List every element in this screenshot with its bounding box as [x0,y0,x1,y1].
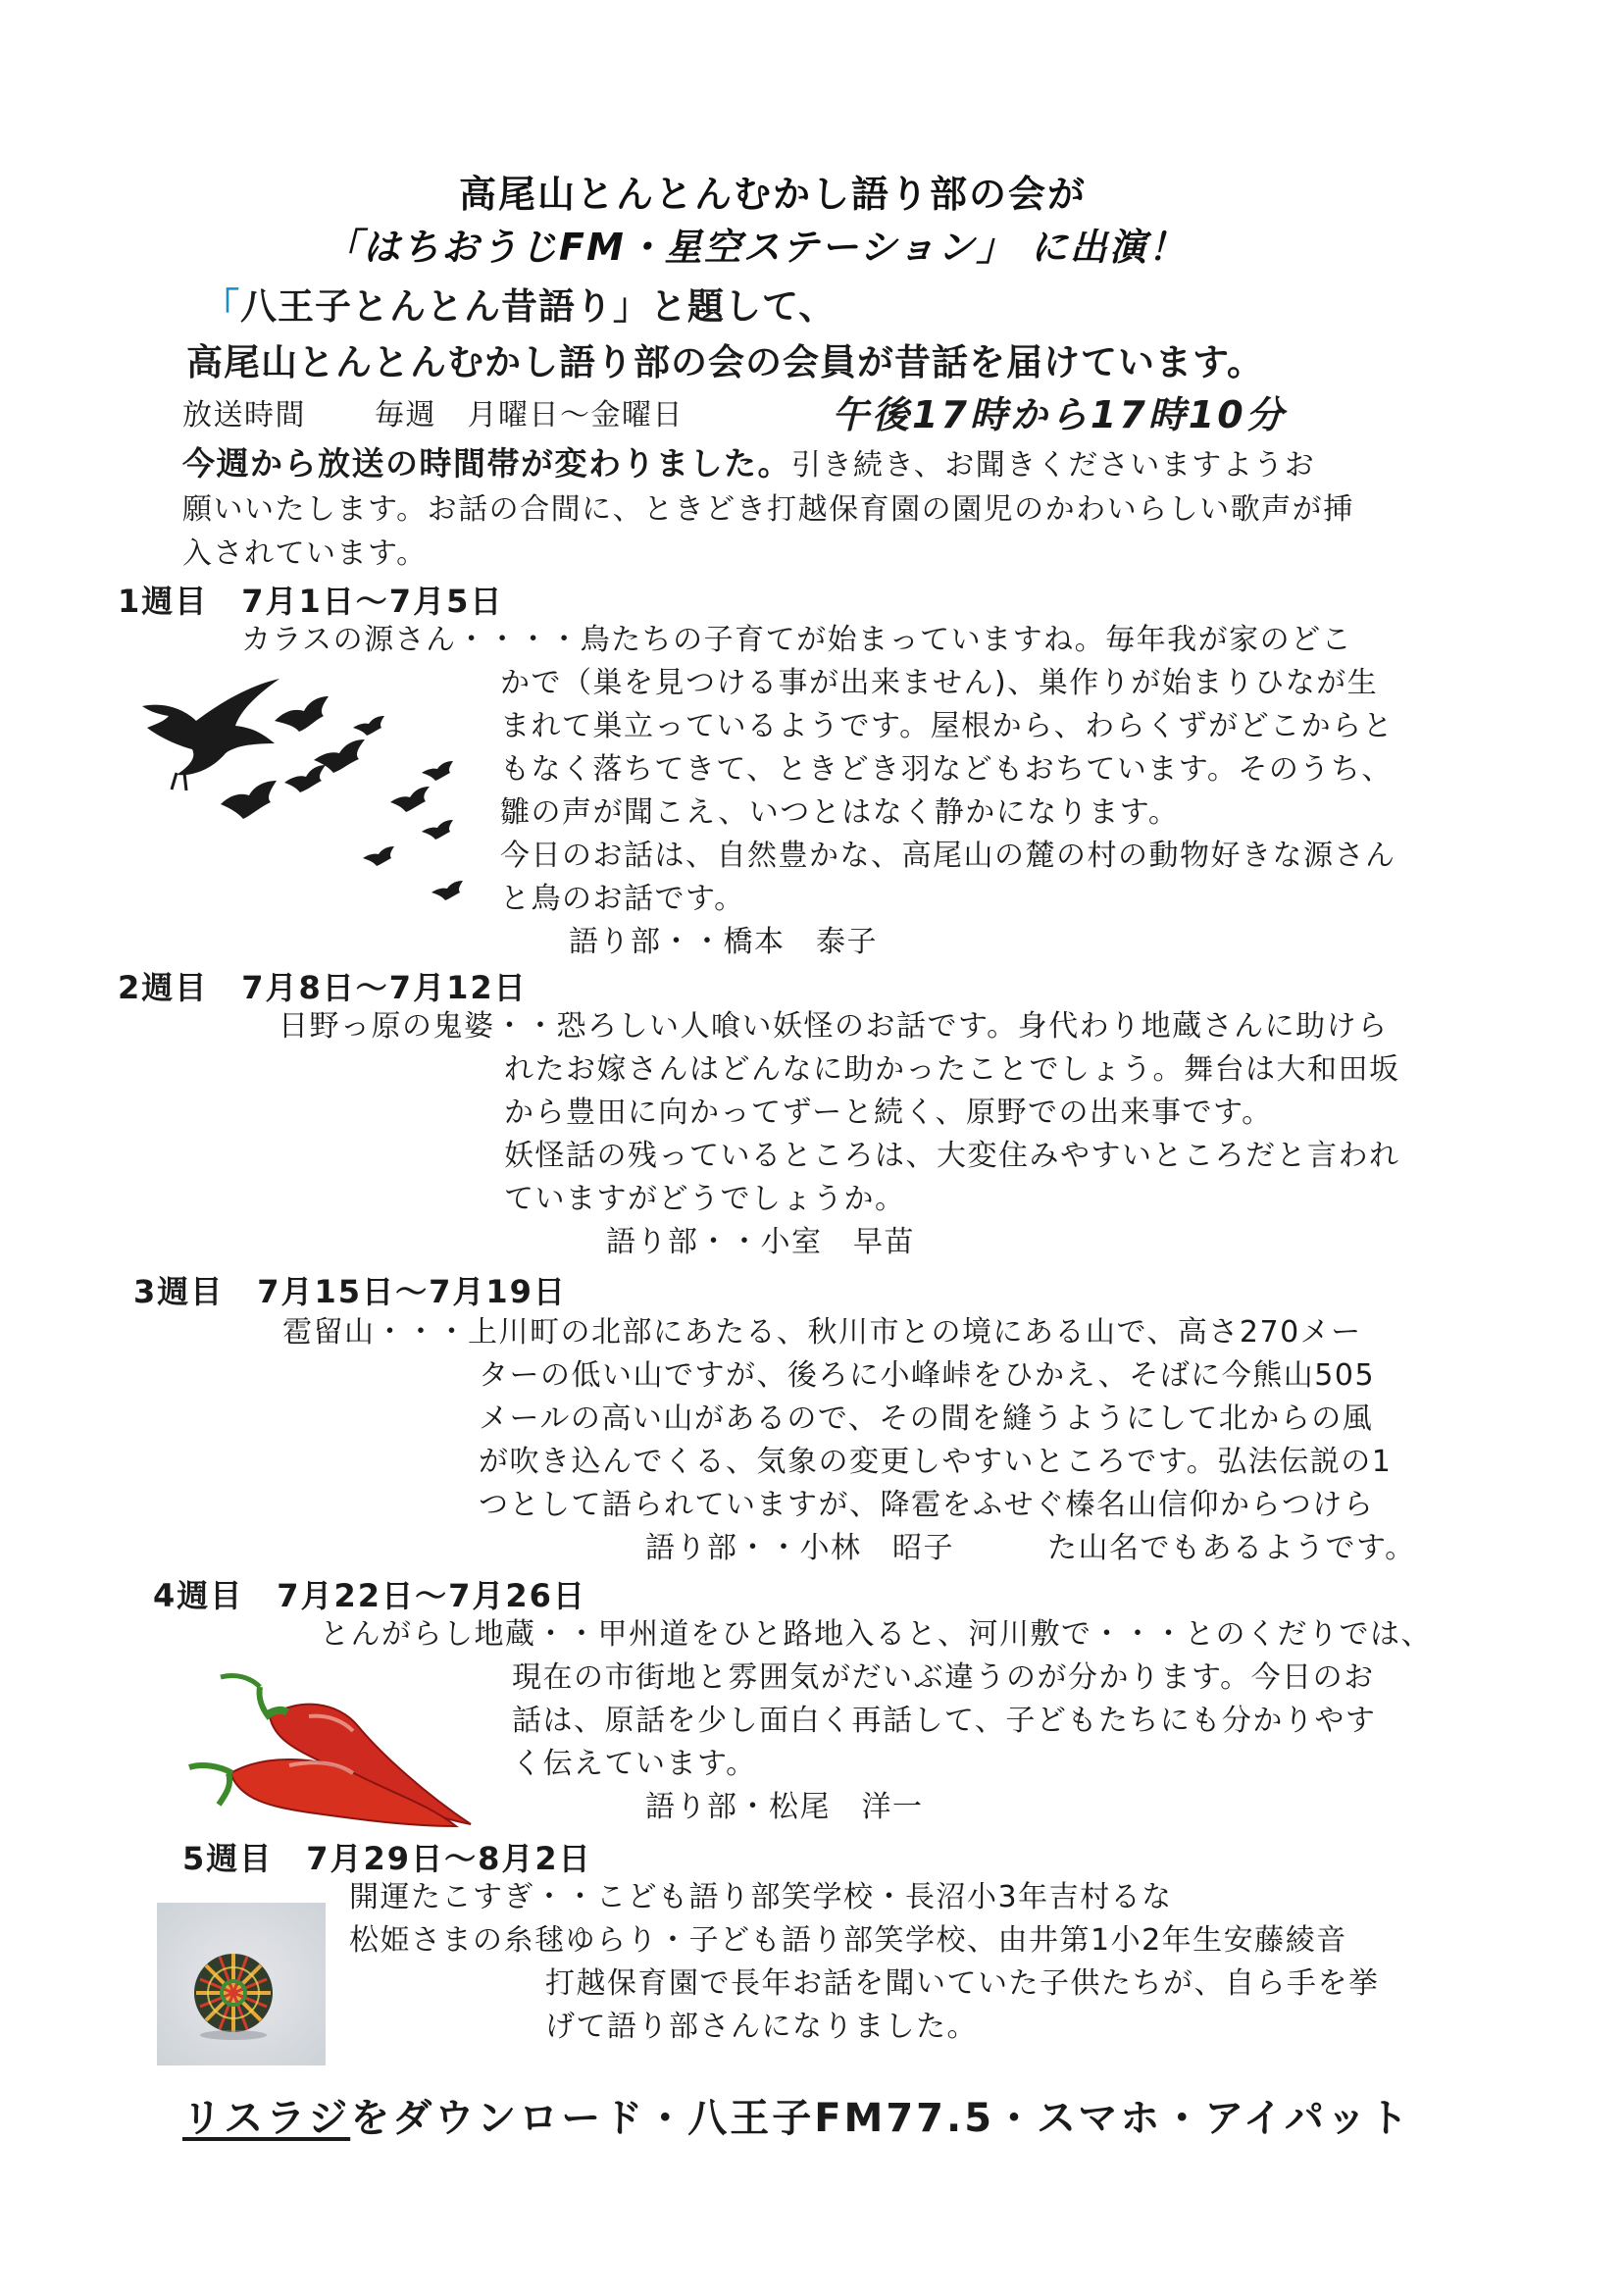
week-3-tail: た山名でもあるようです。 [1047,1531,1416,1565]
notice-bold: 今週から放送の時間帯が変わりました。 [182,444,791,483]
week-5-line-4: げて語り部さんになりました。 [545,2010,978,2044]
week-3-line-4: が吹き込んでくる、気象の変更しやすいところです。弘法伝説の1 [479,1445,1393,1479]
schedule-label: 放送時間 [182,398,306,433]
week-2-line-1: 日野っ原の鬼婆・・恐ろしい人喰い妖怪のお話です。身代わり地蔵さんに助けら [279,1009,1389,1044]
lisradi-link[interactable]: リスラジ [182,2096,351,2141]
notice-line-3: 入されています。 [182,536,428,571]
program-title [203,277,836,330]
week-3-heading: 3週目 7月15日～7月19日 [133,1273,567,1310]
footer-line [182,2087,1411,2143]
program-title-text: 八王子とんとん昔語り」と題して、 [240,285,837,328]
week-1-heading: 1週目 7月1日～7月5日 [118,583,504,620]
week-4-heading: 4週目 7月22日～7月26日 [153,1577,586,1614]
week-1-line-5: 雛の声が聞こえ、いつとはなく静かになります。 [500,795,1180,830]
week-1-line-1: カラスの源さん・・・・鳥たちの子育てが始まっていますね。毎年我が家のどこ [241,623,1353,657]
week-1-line-7: と鳥のお話です。 [500,882,745,916]
crow-icon [142,679,279,790]
week-4-line-2: 現在の市街地と雰囲気がだいぶ違うのが分かります。今日のお [512,1660,1375,1695]
week-2-line-3: から豊田に向かってずーと続く、原野での出来事です。 [504,1096,1273,1130]
week-3-line-5: つとして語られていますが、降雹をふせぐ榛名山信仰からつけら [479,1488,1375,1522]
week-5-line-1: 開運たこすぎ・・こども語り部笑学校・長沼小3年吉村るな [349,1880,1173,1914]
schedule-time: 午後17時から17時10分 [832,393,1287,436]
week-3-narrator: 語り部・・小林 昭子 [645,1531,954,1565]
red-peppers-illustration [172,1657,481,1834]
week-5-line-2: 松姫さまの糸毬ゆらり・子ども語り部笑学校、由井第1小2年生安藤綾音 [349,1923,1347,1958]
week-1-line-3: まれて巣立っているようです。屋根から、わらくずがどこからと [500,709,1395,743]
week-1-line-4: もなく落ちてきて、ときどき羽などもおちています。そのうち、 [500,752,1393,787]
week-2-line-4: 妖怪話の残っているところは、大変住みやすいところだと言われ [504,1139,1400,1173]
temari-ball-photo [157,1903,326,2065]
week-4-line-1: とんがらし地蔵・・甲州道をひと路地入ると、河川敷で・・・とのくだりでは、 [320,1617,1432,1652]
week-3-line-3: メールの高い山があるので、その間を縫うようにして北からの風 [479,1402,1374,1436]
week-2-line-5: ていますがどうでしょうか。 [504,1182,906,1216]
week-4-line-3: 話は、原話を少し面白く再話して、子どもたちにも分かりやす [512,1704,1377,1738]
notice-line-1 [182,438,1315,484]
week-2-heading: 2週目 7月8日～7月12日 [118,969,528,1006]
notice-line-2: 願いいたします。お話の合間に、ときどき打越保育園の園児のかわいらしい歌声が挿 [182,492,1354,527]
program-quote-open: 「 [203,285,240,328]
title-line-1: 高尾山とんとんむかし語り部の会が [459,173,1088,216]
pepper-icon [189,1675,471,1826]
notice-rest: 引き続き、お聞きくださいますようお [791,448,1316,483]
week-1-narrator: 語り部・・橋本 泰子 [569,925,878,959]
week-1-line-6: 今日のお話は、自然豊かな、高尾山の麓の村の動物好きな源さん [500,839,1396,873]
week-2-line-2: れたお嫁さんはどんなに助かったことでしょう。舞台は大和田坂 [504,1052,1400,1087]
intro-line: 高尾山とんとんむかし語り部の会の会員が昔話を届けています。 [186,341,1265,383]
week-5-heading: 5週目 7月29日～8月2日 [182,1840,592,1877]
week-3-line-1: 雹留山・・・上川町の北部にあたる、秋川市との境にある山で、高さ270メー [282,1315,1362,1350]
week-2-narrator: 語り部・・小室 早苗 [606,1225,915,1259]
footer-rest: をダウンロード・八王子FM77.5・スマホ・アイパット [350,2096,1411,2141]
title-line-2: 「はちおうじFM・星空ステーション」 に出演！ [324,226,1188,269]
week-1-line-2: かで（巣を見つける事が出来ません)、巣作りが始まりひなが生 [500,666,1379,700]
week-4-narrator: 語り部・松尾 洋一 [645,1790,924,1824]
week-5-line-3: 打越保育園で長年お話を聞いていた子供たちが、自ら手を挙 [545,1966,1380,2001]
week-3-line-2: ターの低い山ですが、後ろに小峰峠をひかえ、そばに今熊山505 [479,1358,1376,1393]
crows-illustration [137,667,481,922]
week-4-line-4: く伝えています。 [512,1747,757,1781]
schedule-days: 毎週 月曜日～金曜日 [375,398,684,433]
